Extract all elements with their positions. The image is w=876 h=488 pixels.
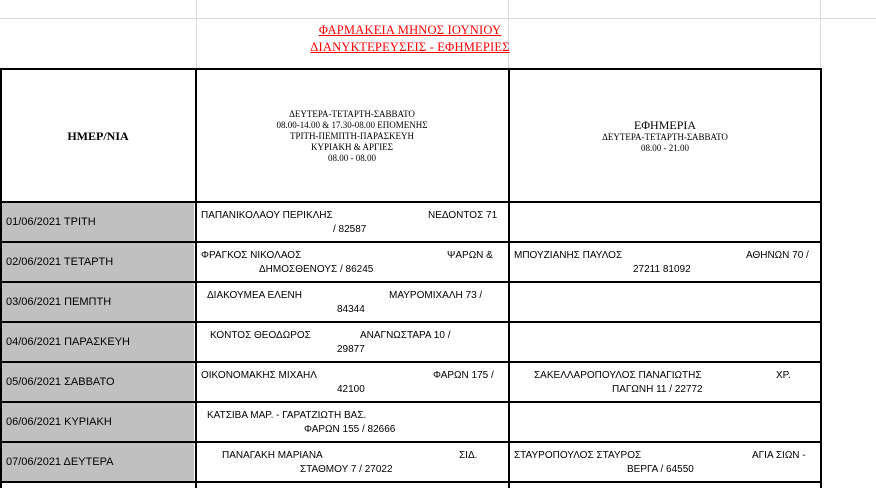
date-label: 03/06/2021 ΠΕΜΠΤΗ <box>6 296 112 308</box>
header-night-line: ΚΥΡΙΑΚΗ & ΑΡΓΙΕΣ <box>311 141 393 152</box>
date-cell[interactable] <box>2 243 194 281</box>
grid-line <box>0 18 876 19</box>
header-date[interactable] <box>2 70 194 202</box>
header-night-line: 08.00-14.00 & 17.30-08.00 ΕΠΟΜΕΝΗΣ <box>276 119 428 130</box>
night-pharmacy-name: ΦΡΑΓΚΟΣ ΝΙΚΟΛΑΟΣ <box>201 250 302 261</box>
duty-pharmacy-address: ΑΘΗΝΩΝ 70 / <box>746 250 809 261</box>
night-pharmacy-name: ΠΑΝΑΓΑΚΗ ΜΑΡΙΑΝΑ <box>222 450 323 461</box>
header-date-label: ΗΜΕΡ/ΝΙΑ <box>67 128 129 143</box>
date-cell[interactable] <box>2 323 194 361</box>
duty-pharmacy-phone: ΒΕΡΓΑ / 64550 <box>627 464 694 475</box>
page-title-line1: ΦΑΡΜΑΚΕΙΑ ΜΗΝΟΣ ΙΟΥΝΙΟΥ <box>318 23 502 37</box>
header-night-line: ΤΡΙΤΗ-ΠΕΜΠΤΗ-ΠΑΡΑΣΚΕΥΗ <box>290 130 414 141</box>
duty-pharmacy-phone: ΠΑΓΩΝΗ 11 / 22772 <box>612 384 703 395</box>
night-pharmacy-phone: 84344 <box>337 304 365 315</box>
night-pharmacy-phone: ΣΤΑΘΜΟΥ 7 / 27022 <box>300 464 393 475</box>
night-pharmacy-name: ΚΟΝΤΟΣ ΘΕΟΔΩΡΟΣ <box>210 330 311 341</box>
night-pharmacy-phone: ΔΗΜΟΣΘΕΝΟΥΣ / 86245 <box>259 264 374 275</box>
date-label: 05/06/2021 ΣΑΒΒΑΤΟ <box>6 376 115 388</box>
date-cell[interactable] <box>2 283 194 321</box>
night-pharmacy-phone: 29877 <box>337 344 365 355</box>
table-border <box>820 68 822 488</box>
date-cell[interactable] <box>2 443 194 481</box>
grid-line <box>820 0 821 68</box>
date-label: 01/06/2021 ΤΡΙΤΗ <box>6 216 96 228</box>
night-pharmacy-address: ΨΑΡΩΝ & <box>447 250 493 261</box>
duty-pharmacy-phone: 27211 81092 <box>633 264 691 275</box>
night-pharmacy-address: ΣΙΔ. <box>459 450 478 461</box>
header-duty-line: 08.00 - 21.00 <box>641 142 689 153</box>
header-night-line: 08.00 - 08.00 <box>328 152 376 163</box>
date-label: 06/06/2021 ΚΥΡΙΑΚΗ <box>6 416 112 428</box>
header-duty[interactable] <box>510 70 820 202</box>
date-cell[interactable] <box>2 403 194 441</box>
night-pharmacy-name: ΟΙΚΟΝΟΜΑΚΗΣ ΜΙΧΑΗΛ <box>201 370 317 381</box>
date-cell[interactable] <box>2 363 194 401</box>
header-duty-title: ΕΦΗΜΕΡΙΑ <box>633 117 697 132</box>
date-cell[interactable] <box>2 203 194 241</box>
header-duty-line: ΔΕΥΤΕΡΑ-ΤΕΤΑΡΤΗ-ΣΑΒΒΑΤΟ <box>602 131 728 142</box>
header-night-line: ΔΕΥΤΕΡΑ-ΤΕΤΑΡΤΗ-ΣΑΒΒΑΤΟ <box>289 108 415 119</box>
date-label: 04/06/2021 ΠΑΡΑΣΚΕΥΗ <box>6 336 131 348</box>
header-night[interactable] <box>197 70 507 202</box>
date-label: 07/06/2021 ΔΕΥΤΕΡΑ <box>6 456 114 468</box>
night-pharmacy-address: ΑΝΑΓΝΩΣΤΑΡΑ 10 / <box>360 330 451 341</box>
page-title-line2: ΔΙΑΝΥΚΤΕΡΕΥΣΕΙΣ - ΕΦΗΜΕΡΙΕΣ <box>310 40 510 54</box>
night-pharmacy-phone: 42100 <box>337 384 365 395</box>
night-pharmacy-address: ΝΕΔΟΝΤΟΣ 71 <box>428 210 498 221</box>
duty-pharmacy-address: ΧΡ. <box>776 370 791 381</box>
duty-pharmacy-name: ΜΠΟΥΖΙΑΝΗΣ ΠΑΥΛΟΣ <box>514 250 623 261</box>
date-label: 02/06/2021 ΤΕΤΑΡΤΗ <box>6 256 114 268</box>
night-pharmacy-phone: / 82587 <box>333 224 367 235</box>
night-pharmacy-phone: ΦΑΡΩΝ 155 / 82666 <box>304 424 396 435</box>
night-pharmacy-address: ΜΑΥΡΟΜΙΧΑΛΗ 73 / <box>389 290 483 301</box>
night-pharmacy-address: ΦΑΡΩΝ 175 / <box>433 370 494 381</box>
duty-pharmacy-name: ΣΑΚΕΛΛΑΡΟΠΟΥΛΟΣ ΠΑΝΑΓΙΩΤΗΣ <box>534 370 702 381</box>
night-pharmacy-name: ΠΑΠΑΝΙΚΟΛΑΟΥ ΠΕΡΙΚΛΗΣ <box>201 210 333 221</box>
grid-line <box>196 0 197 68</box>
duty-pharmacy-name: ΣΤΑΥΡΟΠΟΥΛΟΣ ΣΤΑΥΡΟΣ <box>514 450 642 461</box>
duty-pharmacy-address: ΑΓΙΑ ΣΙΩΝ - <box>752 450 806 461</box>
night-pharmacy-name: ΚΑΤΣΙΒΑ ΜΑΡ. - ΓΑΡΑΤΖΙΩΤΗ ΒΑΣ. <box>207 410 367 421</box>
night-pharmacy-name: ΔΙΑΚΟΥΜΕΑ ΕΛΕΝΗ <box>207 290 302 301</box>
table-border <box>0 481 822 483</box>
